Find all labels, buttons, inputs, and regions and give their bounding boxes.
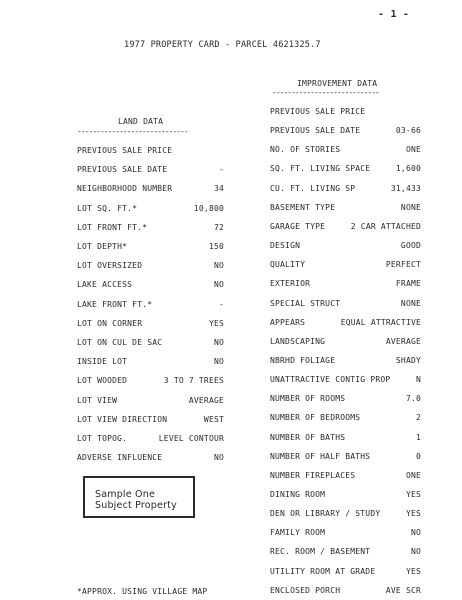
improvement-row-label: APPEARS — [270, 317, 306, 327]
land-row-value: 10,800 — [193, 203, 224, 213]
improvement-row-label: NUMBER OF BEDROOMS — [270, 413, 361, 423]
land-row — [77, 184, 224, 193]
land-row-label: LOT TOPOG. — [77, 434, 128, 443]
land-row-label: LOT SQ. FT.* — [77, 203, 138, 213]
improvement-row — [270, 509, 421, 518]
land-row — [77, 453, 224, 462]
land-row — [77, 319, 224, 328]
improvement-row-label: EXTERIOR — [270, 279, 311, 289]
land-row — [77, 280, 224, 289]
improvement-row-value: NO — [410, 528, 421, 538]
land-data-heading: LAND DATA — [118, 117, 164, 126]
land-row — [77, 376, 224, 385]
improvement-row — [270, 452, 421, 461]
land-row-value: NO — [213, 453, 224, 463]
improvement-row — [270, 222, 421, 231]
page-number: - 1 - — [378, 9, 410, 20]
improvement-row — [270, 471, 421, 480]
improvement-row-value: 31,433 — [390, 183, 421, 193]
land-row-value: - — [218, 165, 224, 175]
improvement-row-value: 7.0 — [405, 394, 421, 404]
improvement-row — [270, 279, 421, 288]
improvement-row-label: REC. ROOM / BASEMENT — [270, 547, 371, 557]
improvement-row-value: FRAME — [395, 279, 421, 289]
improvement-row — [270, 318, 421, 327]
footnote: *APPROX. USING VILLAGE MAP — [77, 587, 208, 596]
improvement-row — [270, 164, 421, 173]
land-row — [77, 165, 224, 174]
land-row-label: LOT DEPTH* — [77, 242, 128, 251]
improvement-row-value: ONE — [405, 145, 421, 155]
land-row-value: 72 — [213, 222, 224, 232]
land-row-label: PREVIOUS SALE PRICE — [77, 146, 173, 155]
land-row-value: NO — [213, 357, 224, 367]
improvement-row-label: FAMILY ROOM — [270, 528, 326, 538]
improvement-row — [270, 567, 421, 576]
improvement-row — [270, 145, 421, 154]
improvement-row — [270, 490, 421, 499]
improvement-row — [270, 203, 421, 212]
improvement-row-label: QUALITY — [270, 260, 306, 270]
improvement-row-label: NUMBER OF ROOMS — [270, 394, 346, 404]
improvement-row-value: AVERAGE — [385, 336, 421, 346]
improvement-row — [270, 586, 421, 595]
land-row-value: LEVEL CONTOUR — [158, 434, 224, 443]
land-row — [77, 415, 224, 424]
improvement-row-value: ONE — [405, 470, 421, 480]
land-row-value: NO — [213, 338, 224, 347]
land-row — [77, 300, 224, 309]
improvement-row-label: UNATTRACTIVE CONTIG PROP — [270, 375, 391, 385]
improvement-row-value: NO — [410, 547, 421, 557]
card-title: 1977 PROPERTY CARD - PARCEL 4621325.7 — [124, 40, 321, 50]
improvement-row-label: NO. OF STORIES — [270, 145, 341, 155]
improvement-row — [270, 433, 421, 442]
land-row — [77, 396, 224, 405]
improvement-row — [270, 337, 421, 346]
improvement-row — [270, 528, 421, 537]
sample-label-box — [83, 476, 195, 518]
improvement-row — [270, 126, 421, 135]
land-row-value: 34 — [213, 184, 224, 194]
land-row-label: LOT VIEW — [77, 395, 118, 405]
land-row — [77, 204, 224, 213]
improvement-row-value: 2 CAR ATTACHED — [350, 221, 421, 231]
improvement-row-label: DESIGN — [270, 241, 301, 251]
improvement-row-value: YES — [405, 566, 421, 576]
improvement-row-label: PREVIOUS SALE PRICE — [270, 107, 366, 116]
land-row-value: 150 — [208, 242, 224, 251]
land-row — [77, 146, 224, 155]
improvement-row — [270, 547, 421, 556]
land-row-value: 3 TO 7 TREES — [163, 376, 224, 386]
land-row — [77, 338, 224, 347]
improvement-row-value: N — [415, 375, 421, 385]
improvement-row-value: AVE SCR — [385, 585, 421, 595]
improvement-row — [270, 184, 421, 193]
land-row-value: WEST — [203, 414, 224, 424]
land-row — [77, 357, 224, 366]
improvement-row-label: CU. FT. LIVING SP — [270, 183, 356, 193]
improvement-row — [270, 299, 421, 308]
improvement-row-label: SPECIAL STRUCT — [270, 298, 341, 308]
land-row-label: LOT ON CUL DE SAC — [77, 338, 163, 347]
land-row-label: LOT VIEW DIRECTION — [77, 414, 168, 424]
improvement-row-label: UTILITY ROOM AT GRADE — [270, 566, 376, 576]
land-row-label: INSIDE LOT — [77, 357, 128, 367]
land-row-value: AVERAGE — [188, 395, 224, 405]
improvement-row-label: NUMBER OF BATHS — [270, 432, 346, 442]
improvement-row-value: 2 — [415, 413, 421, 423]
improvement-row-value: 1,600 — [395, 164, 421, 174]
land-row-label: LAKE ACCESS — [77, 280, 133, 290]
improvement-row-label: ENCLOSED PORCH — [270, 585, 341, 595]
improvement-row-value: SHADY — [395, 355, 421, 365]
improvement-row-value: 03-66 — [395, 126, 421, 136]
land-row-value: - — [218, 299, 224, 309]
improvement-row-value: GOOD — [400, 241, 421, 251]
improvement-row-label: GARAGE TYPE — [270, 221, 326, 231]
sample-label-line-1: Sample One — [95, 489, 155, 500]
land-row-label: ADVERSE INFLUENCE — [77, 453, 163, 463]
improvement-row — [270, 394, 421, 403]
improvement-row-label: PREVIOUS SALE DATE — [270, 126, 361, 136]
land-row-value: NO — [213, 280, 224, 290]
land-row — [77, 242, 224, 251]
improvement-data-rule: ---------------------------- — [272, 88, 379, 97]
improvement-row — [270, 260, 421, 269]
improvement-row-label: NUMBER FIREPLACES — [270, 470, 356, 480]
land-row-value: NO — [213, 261, 224, 271]
land-row-label: LOT FRONT FT.* — [77, 222, 148, 232]
improvement-data-heading: IMPROVEMENT DATA — [297, 79, 378, 88]
improvement-row-value: 1 — [415, 432, 421, 442]
improvement-row-value: YES — [405, 490, 421, 499]
land-row-label: NEIGHBORHOOD NUMBER — [77, 184, 173, 194]
sample-label-line-2: Subject Property — [95, 500, 177, 511]
improvement-row-value: YES — [405, 509, 421, 519]
land-row-label: LOT WOODED — [77, 376, 128, 386]
improvement-row-label: LANDSCAPING — [270, 336, 326, 346]
improvement-row-value: NONE — [400, 298, 421, 308]
land-row-label: PREVIOUS SALE DATE — [77, 165, 168, 175]
land-row-value: YES — [208, 318, 224, 328]
improvement-row — [270, 241, 421, 250]
improvement-row-value: PERFECT — [385, 260, 421, 270]
land-data-rule: ----------------------------- — [77, 127, 188, 136]
land-row — [77, 223, 224, 232]
improvement-row-label: SQ. FT. LIVING SPACE — [270, 164, 371, 174]
improvement-row-label: NBRHD FOLIAGE — [270, 355, 336, 365]
improvement-row-label: BASEMENT TYPE — [270, 202, 336, 212]
improvement-row-value: NONE — [400, 202, 421, 212]
improvement-row — [270, 413, 421, 422]
land-row-label: LOT ON CORNER — [77, 318, 143, 328]
land-row — [77, 434, 224, 443]
improvement-row-label: DEN OR LIBRARY / STUDY — [270, 509, 381, 519]
improvement-row-label: DINING ROOM — [270, 490, 326, 499]
land-row — [77, 261, 224, 270]
improvement-row — [270, 356, 421, 365]
improvement-row-value: 0 — [415, 451, 421, 461]
land-row-label: LAKE FRONT FT.* — [77, 299, 153, 309]
improvement-row — [270, 375, 421, 384]
land-row-label: LOT OVERSIZED — [77, 261, 143, 271]
improvement-row-value: EQUAL ATTRACTIVE — [340, 317, 421, 327]
improvement-row — [270, 107, 421, 116]
improvement-row-label: NUMBER OF HALF BATHS — [270, 451, 371, 461]
